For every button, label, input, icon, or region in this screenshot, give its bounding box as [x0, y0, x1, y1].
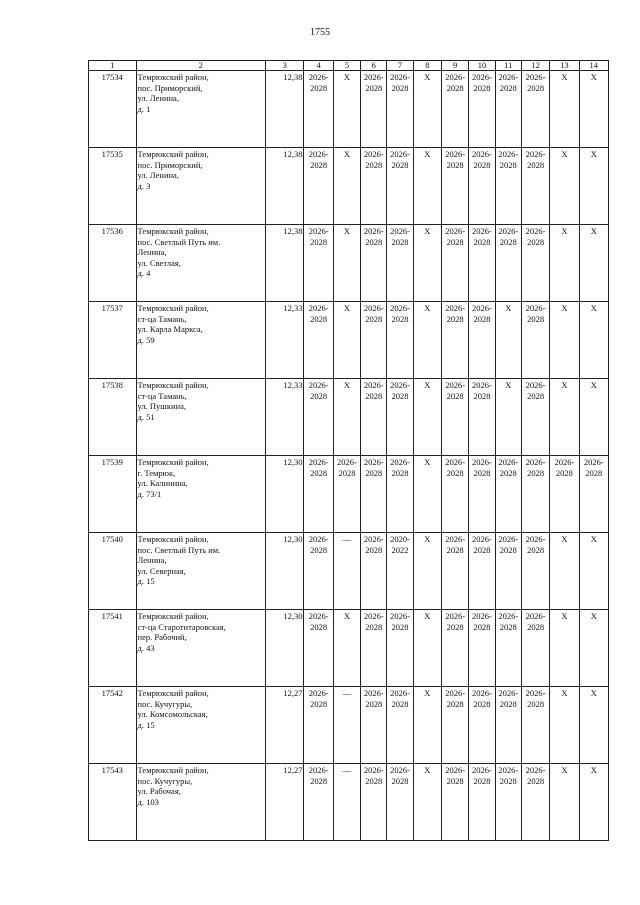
value-cell: 12,30: [266, 456, 304, 533]
period-cell: 2026- 2028: [333, 456, 360, 533]
period-cell: Х: [413, 225, 441, 302]
column-header: 10: [469, 61, 495, 71]
address-line: Темрюкский район,: [137, 226, 209, 236]
period-cell: 2026- 2028: [387, 71, 413, 148]
value-cell: 12,27: [266, 764, 304, 841]
address-line: д. 15: [137, 576, 155, 586]
period-cell: 2026- 2028: [304, 302, 333, 379]
address-line: ул. Ленина,: [137, 170, 179, 180]
period-cell: 2026- 2028: [469, 687, 495, 764]
period-cell: Х: [495, 302, 521, 379]
period-cell: Х: [333, 610, 360, 687]
period-cell: Х: [579, 225, 608, 302]
address-line: д. 51: [137, 411, 155, 422]
period-cell: Х: [579, 687, 608, 764]
address-line: ул. Северная,: [137, 565, 186, 576]
period-cell: 2026- 2028: [495, 71, 521, 148]
period-cell: —: [333, 687, 360, 764]
row-number-cell: 17539: [89, 456, 137, 533]
row-number-cell: 17541: [89, 610, 137, 687]
address-cell: [136, 148, 265, 225]
value-cell: 12,38: [266, 225, 304, 302]
period-cell: —: [333, 764, 360, 841]
column-number-row: [89, 61, 609, 71]
period-cell: 2026- 2028: [521, 610, 549, 687]
period-cell: 2026- 2028: [521, 379, 549, 456]
period-cell: 2026- 2028: [521, 302, 549, 379]
period-cell: 2026- 2028: [442, 764, 469, 841]
column-header: 9: [442, 61, 469, 71]
period-cell: Х: [550, 687, 579, 764]
column-header: 5: [333, 61, 360, 71]
table-row: [89, 533, 609, 610]
period-cell: 2026- 2028: [495, 456, 521, 533]
row-number-cell: 17540: [89, 533, 137, 610]
period-cell: Х: [413, 148, 441, 225]
row-number-cell: 17535: [89, 148, 137, 225]
column-header: 12: [521, 61, 549, 71]
period-cell: 2026- 2028: [442, 71, 469, 148]
period-cell: 2026- 2028: [469, 225, 495, 302]
table-row: [89, 148, 609, 225]
period-cell: 2026- 2028: [387, 225, 413, 302]
period-cell: 2026- 2028: [304, 71, 333, 148]
address-line: Темрюкский район,: [137, 72, 209, 82]
period-cell: Х: [413, 71, 441, 148]
period-cell: Х: [495, 379, 521, 456]
address-line: д. 4: [137, 268, 151, 278]
address-cell: [136, 687, 265, 764]
period-cell: 2026- 2028: [387, 610, 413, 687]
address-line: Темрюкский район,: [137, 149, 209, 159]
column-header: 2: [136, 61, 265, 71]
table-row: [89, 379, 609, 456]
period-cell: 2026- 2028: [361, 225, 387, 302]
period-cell: 2026- 2028: [469, 379, 495, 456]
address-line: ул. Ленина,: [137, 93, 179, 103]
value-cell: 12,30: [266, 533, 304, 610]
period-cell: Х: [550, 302, 579, 379]
period-cell: 2026- 2028: [495, 148, 521, 225]
period-cell: 2026- 2028: [361, 610, 387, 687]
period-cell: 2026- 2028: [442, 533, 469, 610]
address-line: г. Темрюк,: [137, 467, 176, 478]
column-header: 6: [361, 61, 387, 71]
period-cell: 2026- 2028: [304, 764, 333, 841]
address-line: ул. Комсомольская,: [137, 709, 208, 719]
column-header: 1: [89, 61, 137, 71]
row-number-cell: 17537: [89, 302, 137, 379]
period-cell: 2026- 2028: [387, 379, 413, 456]
period-cell: 2026- 2028: [442, 610, 469, 687]
period-cell: 2026- 2028: [361, 148, 387, 225]
row-number-cell: 17536: [89, 225, 137, 302]
table-row: [89, 302, 609, 379]
period-cell: Х: [333, 379, 360, 456]
address-line: пос. Светлый Путь им.: [137, 544, 221, 555]
address-line: д. 3: [137, 180, 151, 191]
period-cell: Х: [550, 148, 579, 225]
column-header: 8: [413, 61, 441, 71]
address-line: Темрюкский район,: [137, 765, 209, 775]
period-cell: 2026- 2028: [521, 764, 549, 841]
period-cell: Х: [413, 302, 441, 379]
column-header: 4: [304, 61, 333, 71]
period-cell: Х: [333, 148, 360, 225]
address-cell: [136, 71, 265, 148]
address-line: пер. Рабочий,: [137, 632, 187, 642]
row-number-cell: 17538: [89, 379, 137, 456]
value-cell: 12,30: [266, 610, 304, 687]
period-cell: 2026- 2028: [469, 456, 495, 533]
period-cell: 2026- 2028: [304, 379, 333, 456]
period-cell: Х: [550, 764, 579, 841]
address-line: ул. Калинина,: [137, 478, 188, 488]
period-cell: 2026- 2028: [442, 379, 469, 456]
value-cell: 12,27: [266, 687, 304, 764]
address-line: пос. Кучугуры,: [137, 698, 193, 709]
address-line: ул. Светлая,: [137, 257, 181, 268]
address-cell: [136, 225, 265, 302]
page-number: 1755: [310, 27, 330, 38]
period-cell: 2026- 2028: [304, 225, 333, 302]
address-cell: [136, 764, 265, 841]
address-line: ул. Карла Маркса,: [137, 324, 203, 334]
table-row: [89, 71, 609, 148]
value-cell: 12,33: [266, 302, 304, 379]
period-cell: 2026- 2028: [387, 148, 413, 225]
period-cell: 2026- 2028: [442, 148, 469, 225]
address-line: ст-ца Тамань,: [137, 313, 187, 324]
period-cell: 2026- 2028: [469, 302, 495, 379]
period-cell: 2026- 2028: [521, 148, 549, 225]
address-line: ст-ца Тамань,: [137, 390, 187, 401]
period-cell: 2026- 2028: [361, 533, 387, 610]
address-line: д. 73/1: [137, 488, 162, 499]
period-cell: 2026- 2028: [469, 610, 495, 687]
address-line: пос. Приморский,: [137, 159, 203, 170]
period-cell: 2026- 2028: [495, 687, 521, 764]
period-cell: Х: [579, 533, 608, 610]
period-cell: 2026- 2028: [387, 764, 413, 841]
period-cell: 2026- 2028: [304, 610, 333, 687]
address-line: Темрюкский район,: [137, 303, 209, 313]
period-cell: Х: [413, 379, 441, 456]
registry-table: [88, 60, 609, 841]
table-row: [89, 456, 609, 533]
period-cell: Х: [550, 533, 579, 610]
address-line: пос. Светлый Путь им.: [137, 236, 221, 247]
address-line: Ленина,: [137, 247, 167, 257]
address-line: ул. Рабочая,: [137, 786, 181, 796]
period-cell: 2026- 2028: [469, 533, 495, 610]
period-cell: 2026- 2028: [495, 225, 521, 302]
table-row: [89, 610, 609, 687]
column-header: 11: [495, 61, 521, 71]
address-line: Темрюкский район,: [137, 380, 209, 390]
period-cell: 2026- 2028: [361, 302, 387, 379]
period-cell: 2026- 2028: [550, 456, 579, 533]
address-line: д. 43: [137, 642, 155, 653]
period-cell: Х: [413, 610, 441, 687]
address-cell: [136, 456, 265, 533]
table-body: [89, 71, 609, 841]
period-cell: Х: [579, 379, 608, 456]
address-line: Темрюкский район,: [137, 688, 209, 698]
period-cell: Х: [333, 225, 360, 302]
period-cell: 2026- 2028: [442, 302, 469, 379]
period-cell: 2026- 2028: [387, 687, 413, 764]
column-header: 13: [550, 61, 579, 71]
period-cell: 2026- 2028: [361, 379, 387, 456]
period-cell: 2026- 2028: [521, 456, 549, 533]
value-cell: 12,38: [266, 71, 304, 148]
column-header: 14: [579, 61, 608, 71]
period-cell: 2026- 2028: [521, 687, 549, 764]
address-line: Ленина,: [137, 555, 167, 565]
period-cell: —: [333, 533, 360, 610]
table-row: [89, 225, 609, 302]
row-number-cell: 17534: [89, 71, 137, 148]
period-cell: 2026- 2028: [442, 687, 469, 764]
period-cell: 2026- 2028: [387, 456, 413, 533]
period-cell: Х: [550, 225, 579, 302]
address-line: д. 59: [137, 334, 155, 345]
period-cell: Х: [413, 687, 441, 764]
row-number-cell: 17542: [89, 687, 137, 764]
period-cell: 2026- 2028: [361, 687, 387, 764]
period-cell: 2026- 2028: [469, 148, 495, 225]
period-cell: Х: [413, 456, 441, 533]
period-cell: Х: [579, 610, 608, 687]
period-cell: 2026- 2028: [442, 456, 469, 533]
period-cell: 2026- 2028: [387, 302, 413, 379]
period-cell: 2020- 2022: [387, 533, 413, 610]
period-cell: Х: [550, 71, 579, 148]
address-line: д. 1: [137, 103, 151, 114]
period-cell: 2026- 2028: [521, 71, 549, 148]
period-cell: 2026- 2028: [469, 71, 495, 148]
column-header: 7: [387, 61, 413, 71]
period-cell: 2026- 2028: [361, 764, 387, 841]
row-number-cell: 17543: [89, 764, 137, 841]
period-cell: 2026- 2028: [442, 225, 469, 302]
period-cell: 2026- 2028: [304, 148, 333, 225]
period-cell: 2026- 2028: [361, 456, 387, 533]
address-line: д. 103: [137, 796, 159, 807]
address-line: пос. Приморский,: [137, 82, 203, 93]
address-cell: [136, 610, 265, 687]
period-cell: 2026- 2028: [579, 456, 608, 533]
period-cell: Х: [579, 71, 608, 148]
period-cell: Х: [550, 610, 579, 687]
period-cell: 2026- 2028: [469, 764, 495, 841]
period-cell: 2026- 2028: [304, 456, 333, 533]
period-cell: 2026- 2028: [304, 533, 333, 610]
address-line: ст-ца Старотитаровская,: [137, 621, 226, 632]
address-line: д. 15: [137, 719, 155, 730]
address-cell: [136, 302, 265, 379]
address-cell: [136, 533, 265, 610]
period-cell: Х: [579, 764, 608, 841]
address-line: ул. Пушкина,: [137, 401, 186, 411]
table-row: [89, 764, 609, 841]
period-cell: 2026- 2028: [361, 71, 387, 148]
period-cell: 2026- 2028: [304, 687, 333, 764]
period-cell: Х: [413, 764, 441, 841]
period-cell: Х: [333, 302, 360, 379]
address-line: пос. Кучугуры,: [137, 775, 193, 786]
period-cell: 2026- 2028: [495, 610, 521, 687]
address-line: Темрюкский район,: [137, 534, 209, 544]
period-cell: 2026- 2028: [495, 764, 521, 841]
period-cell: Х: [579, 148, 608, 225]
period-cell: 2026- 2028: [521, 533, 549, 610]
period-cell: 2026- 2028: [521, 225, 549, 302]
period-cell: 2026- 2028: [495, 533, 521, 610]
value-cell: 12,38: [266, 148, 304, 225]
address-cell: [136, 379, 265, 456]
period-cell: Х: [333, 71, 360, 148]
address-line: Темрюкский район,: [137, 457, 209, 467]
value-cell: 12,33: [266, 379, 304, 456]
period-cell: Х: [579, 302, 608, 379]
column-header: 3: [266, 61, 304, 71]
address-line: Темрюкский район,: [137, 611, 209, 621]
period-cell: Х: [413, 533, 441, 610]
period-cell: Х: [550, 379, 579, 456]
table-row: [89, 687, 609, 764]
